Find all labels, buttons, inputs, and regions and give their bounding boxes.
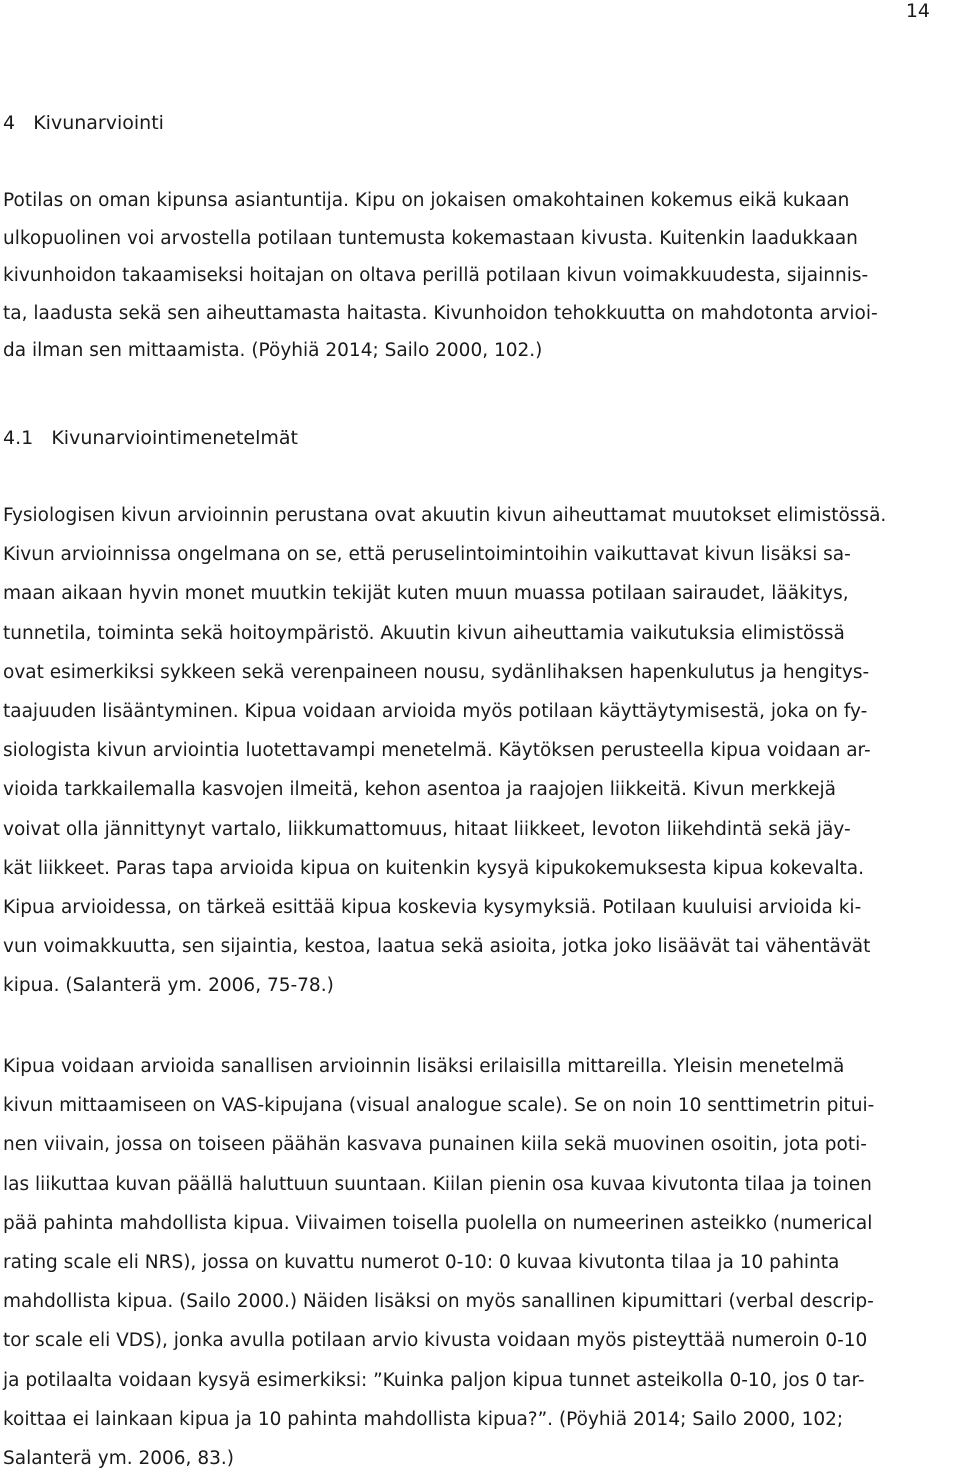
text-line: vioida tarkkailemalla kasvojen ilmeitä, kehon asentoa ja raajojen liikkeitä. Kivun merkkejä <box>3 779 837 801</box>
text-line: kivunhoidon takaamiseksi hoitajan on oltava perillä potilaan kivun voimakkuudesta, sijainnis- <box>3 265 869 286</box>
text-line: Fysiologisen kivun arvioinnin perustana ovat akuutin kivun aiheuttamat muutokset elimistössä. <box>3 505 887 526</box>
text-line: pää pahinta mahdollista kipua. Viivaimen toisella puolella on numeerinen asteikko (numerical <box>3 1212 873 1234</box>
text-line: nen viivain, jossa on toiseen päähän kasvava punainen kiila sekä muovinen osoitin, jota poti- <box>3 1134 867 1156</box>
text-line: maan aikaan hyvin monet muutkin tekijät kuten muun muassa potilaan sairaudet, lääkitys, <box>3 583 849 605</box>
text-line: voivat olla jännittynyt vartalo, liikkumattomuus, hitaat liikkeet, levoton liikehdintä sekä jäy- <box>3 818 851 840</box>
text-line: Kivun arvioinnissa ongelmana on se, että peruselintoimintoihin vaikuttavat kivun lisäksi sa- <box>3 544 851 566</box>
text-line: vun voimakkuutta, sen sijaintia, kestoa, laatua sekä asioita, jotka joko lisäävät tai vähentävät <box>3 936 871 958</box>
text-line: kivun mittaamiseen on VAS-kipujana (visual analogue scale). Se on noin 10 senttimetrin pitui- <box>3 1095 875 1117</box>
text-line: ulkopuolinen voi arvostella potilaan tuntemusta kokemastaan kivusta. Kuitenkin laadukkaan <box>3 227 858 249</box>
text-line: kipua. (Salanterä ym. 2006, 75-78.) <box>3 975 334 997</box>
text-line: Kipua voidaan arvioida sanallisen arvioinnin lisäksi erilaisilla mittareilla. Yleisin menetelmä <box>3 1056 845 1077</box>
text-line: tunnetila, toiminta sekä hoitoympäristö. Akuutin kivun aiheuttamia vaikutuksia elimistössä <box>3 622 845 644</box>
page-number: 14 <box>905 0 930 22</box>
text-line: ovat esimerkiksi sykkeen sekä verenpaineen nousu, sydänlihaksen hapenkulutus ja hengitys- <box>3 661 870 683</box>
text-line: kät liikkeet. Paras tapa arvioida kipua on kuitenkin kysyä kipukokemuksesta kipua kokevalta. <box>3 857 865 879</box>
text-line: tor scale eli VDS), jonka avulla potilaan arvio kivusta voidaan myös pisteyttää numeroin 0-10 <box>3 1330 868 1352</box>
text-line: taajuuden lisääntyminen. Kipua voidaan arvioida myös potilaan käyttäytymisestä, joka on fy- <box>3 701 868 722</box>
text-line: Potilas on oman kipunsa asiantuntija. Kipu on jokaisen omakohtainen kokemus eikä kukaan <box>3 190 850 211</box>
text-line: da ilman sen mittaamista. (Pöyhiä 2014; Sailo 2000, 102.) <box>3 340 543 361</box>
text-line: ta, laadusta sekä sen aiheuttamasta haitasta. Kivunhoidon tehokkuutta on mahdotonta arvioi- <box>3 302 878 324</box>
text-line: koittaa ei lainkaan kipua ja 10 pahinta mahdollista kipua?”. (Pöyhiä 2014; Sailo 2000, 102; <box>3 1408 844 1430</box>
subsection-heading: 4.1 Kivunarviointimenetelmät <box>3 427 299 449</box>
text-line: siologista kivun arviointia luotettavampi menetelmä. Käytöksen perusteella kipua voidaan ar- <box>3 740 871 762</box>
section-heading: 4 Kivunarviointi <box>3 112 164 134</box>
text-line: rating scale eli NRS), jossa on kuvattu numerot 0-10: 0 kuvaa kivutonta tilaa ja 10 pahinta <box>3 1252 840 1273</box>
text-line: las liikuttaa kuvan päällä haluttuun suuntaan. Kiilan pienin osa kuvaa kivutonta tilaa ja toinen <box>3 1173 872 1195</box>
text-line: Salanterä ym. 2006, 83.) <box>3 1448 234 1469</box>
text-line: mahdollista kipua. (Sailo 2000.) Näiden lisäksi on myös sanallinen kipumittari (verbal descrip- <box>3 1291 874 1313</box>
text-line: Kipua arvioidessa, on tärkeä esittää kipua koskevia kysymyksiä. Potilaan kuuluisi arvioida ki- <box>3 897 862 918</box>
text-line: ja potilaalta voidaan kysyä esimerkiksi: ”Kuinka paljon kipua tunnet asteikolla 0-10, jos 0 tar- <box>3 1369 865 1391</box>
